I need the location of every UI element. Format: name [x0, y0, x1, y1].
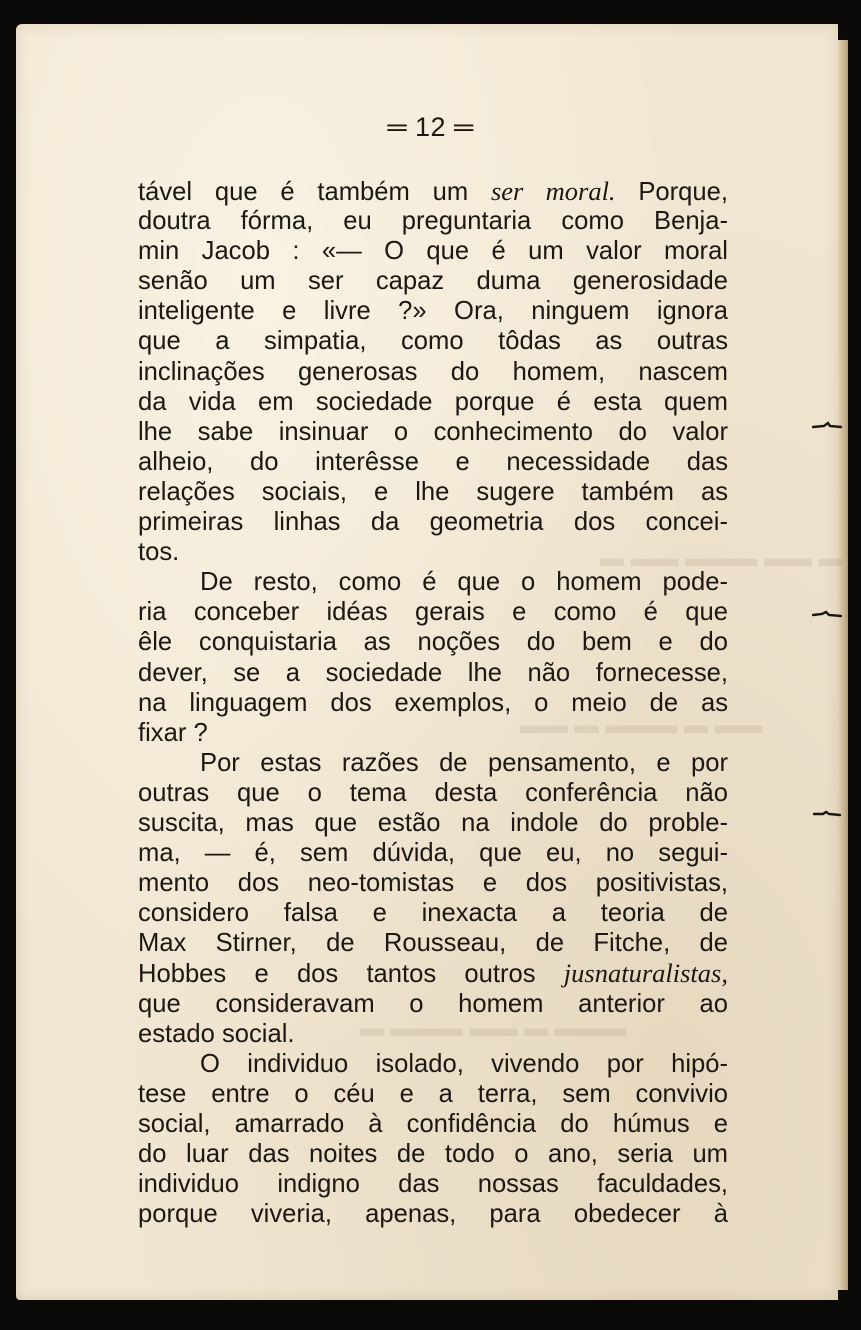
text-line: Max Stirner, de Rousseau, de Fitche, de	[138, 929, 728, 958]
text-line: que a simpatia, como tôdas as outras	[138, 327, 728, 356]
page-number: ═ 12 ═	[387, 112, 474, 142]
text-line: O individuo isolado, vivendo por hipó-	[200, 1049, 728, 1078]
bleed-through-mark: ▬▬▬ ▬ ▬▬ ▬▬▬ ▬	[360, 1015, 627, 1042]
text-line: estado social.	[138, 1019, 295, 1048]
text-line: fixar ?	[138, 718, 208, 747]
text-line: que consideravam o homem anterior ao	[138, 989, 728, 1018]
text-line: êle conquistaria as noções do bem e do	[138, 628, 728, 657]
margin-ink-mark	[812, 808, 842, 820]
italic-emphasis: ser moral.	[490, 176, 616, 206]
text-line: individuo indigno das nossas faculdades,	[138, 1170, 728, 1199]
bleed-through-mark: ▬ ▬▬ ▬▬▬ ▬▬ ▬	[600, 545, 843, 572]
text-line: porque viveria, apenas, para obedecer à	[138, 1200, 728, 1229]
text-line: social, amarrado à confidência do húmus e	[138, 1109, 728, 1138]
text-line: Hobbes e dos tantos outros jusnaturalistas,	[138, 958, 728, 989]
text-line: ria conceber idéas gerais e como é que	[138, 598, 728, 627]
text-line: considero falsa e inexacta a teoria de	[138, 899, 728, 928]
body-text	[138, 176, 728, 1229]
text-line: na linguagem dos exemplos, o meio de as	[138, 688, 728, 717]
bleed-through-mark: ▬▬ ▬ ▬▬▬ ▬ ▬▬	[520, 712, 763, 739]
margin-ink-mark	[812, 608, 842, 620]
text-line: tos.	[138, 538, 180, 567]
text-line: alheio, do interêsse e necessidade das	[138, 447, 728, 476]
paper-edge	[838, 40, 848, 1290]
margin-ink-mark	[812, 420, 842, 432]
italic-emphasis: jusnaturalistas,	[563, 958, 728, 989]
text-line: inclinações generosas do homem, nascem	[138, 357, 728, 386]
text-line: do luar das noites de todo o ano, seria um	[138, 1140, 728, 1168]
text-line: inteligente e livre ?» Ora, ninguem ignora	[138, 297, 728, 326]
text-line: outras que o tema desta conferência não	[138, 778, 728, 807]
text-line: tese entre o céu e a terra, sem convivio	[138, 1079, 728, 1108]
text-line: primeiras linhas da geometria dos concei-	[138, 508, 728, 537]
text-line: De resto, como é que o homem pode-	[200, 568, 728, 597]
text-line: suscita, mas que estão na indole do proble-	[138, 808, 728, 837]
text-line: dever, se a sociedade lhe não fornecesse,	[138, 658, 728, 687]
text-line: da vida em sociedade porque é esta quem	[138, 387, 728, 416]
text-line: senão um ser capaz duma generosidade	[138, 267, 728, 296]
text-line: Por estas razões de pensamento, e por	[200, 748, 728, 777]
text-line: tável que é também um ser moral. Porque,	[138, 176, 728, 206]
text-line: mento dos neo-tomistas e dos positivistas,	[138, 869, 728, 898]
text-line: relações sociais, e lhe sugere também as	[138, 477, 728, 506]
text-line: lhe sabe insinuar o conhecimento do valor	[138, 417, 728, 446]
text-line: ma, — é, sem dúvida, que eu, no segui-	[138, 839, 728, 868]
text-line: min Jacob : «— O que é um valor moral	[138, 237, 728, 266]
text-line: doutra fórma, eu preguntaria como Benja-	[138, 207, 728, 236]
